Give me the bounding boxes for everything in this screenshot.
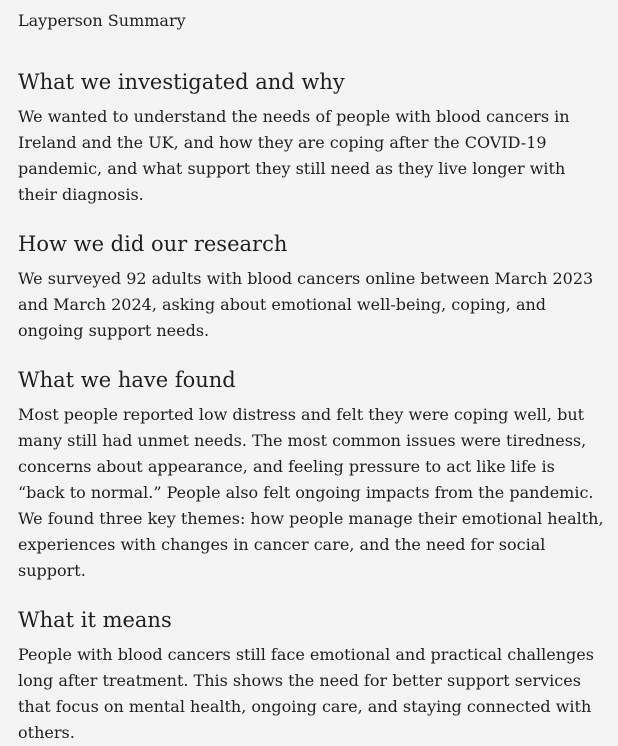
section-heading: What we investigated and why: [18, 70, 345, 94]
section-heading: What we have found: [18, 368, 236, 392]
section-body: Most people reported low distress and felt they were coping well, but many still had unmet needs. The most common issues were tiredness, concerns about appearance, and feeling pressure to act like life is “back to normal.” People also felt ongoing impacts from the pandemic. We found three key themes: how people manage their emotional health, experiences with changes in cancer care, and the need for social support.: [18, 405, 604, 580]
section-body: We surveyed 92 adults with blood cancers online between March 2023 and March 2024, asking about emotional well-being, coping, and ongoing support needs.: [18, 269, 594, 340]
section-how-we-did-research: [18, 230, 606, 344]
document-title: Layperson Summary: [18, 11, 186, 30]
section-heading: How we did our research: [18, 232, 288, 256]
section-body: People with blood cancers still face emotional and practical challenges long after treatment. This shows the need for better support services that focus on mental health, ongoing care, and staying connected with others.: [18, 645, 594, 742]
section-body: We wanted to understand the needs of people with blood cancers in Ireland and the UK, and how they are coping after the COVID-19 pandemic, and what support they still need as they live longer with their diagnosis.: [18, 107, 570, 204]
section-what-we-found: [18, 366, 606, 584]
section-heading: What it means: [18, 608, 172, 632]
section-what-it-means: [18, 606, 606, 746]
section-what-we-investigated: [18, 68, 606, 208]
